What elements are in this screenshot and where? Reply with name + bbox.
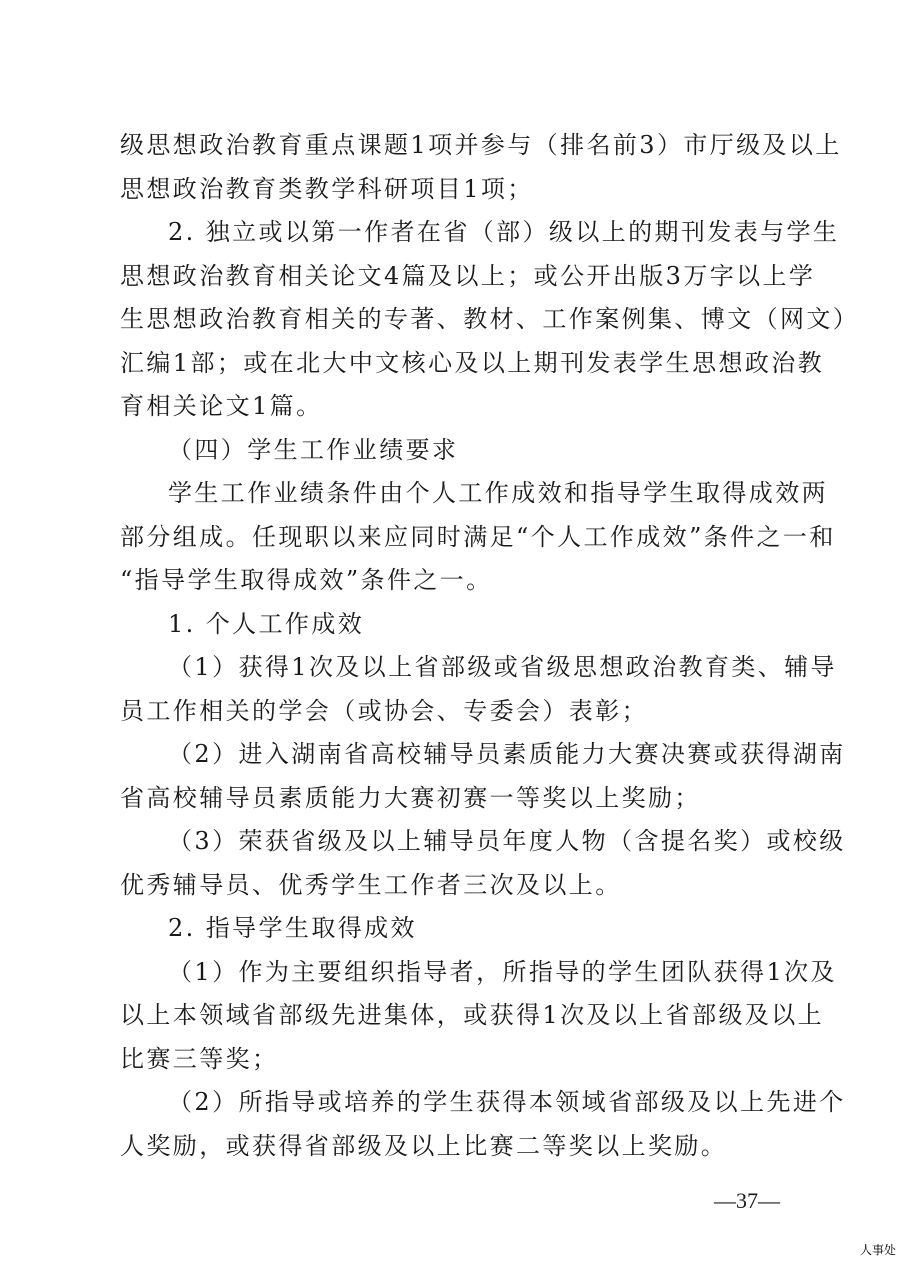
text-line: 人奖励，或获得省部级及以上比赛二等奖以上奖励。 (120, 1132, 728, 1160)
text-line: （2）所指导或培养的学生获得本领域省部级及以上先进个 (168, 1088, 846, 1116)
text-line: 级思想政治教育重点课题1项并参与（排名前3）市厅级及以上 (120, 131, 842, 159)
text-line: 生思想政治教育相关的专著、教材、工作案例集、博文（网文） (120, 305, 860, 333)
text-line: 学生工作业绩条件由个人工作成效和指导学生取得成效两 (168, 479, 828, 507)
text-line: “指导学生取得成效”条件之一。 (120, 566, 493, 594)
text-line: 汇编1部；或在北大中文核心及以上期刊发表学生思想政治教 (120, 349, 825, 377)
text-line: 以上本领域省部级先进集体，或获得1次及以上省部级及以上 (120, 1001, 825, 1029)
section-heading: （四）学生工作业绩要求 (168, 436, 459, 464)
text-line: 思想政治教育类教学科研项目1项； (120, 175, 534, 203)
text-line: 省高校辅导员素质能力大赛初赛一等奖以上奖励； (120, 784, 701, 812)
page-number: —37— (714, 1188, 780, 1213)
text-line: （1）作为主要组织指导者，所指导的学生团队获得1次及 (168, 958, 837, 986)
text-line: 育相关论文1篇。 (120, 392, 323, 420)
subsection-heading: 2. 指导学生取得成效 (168, 914, 417, 942)
text-line: 部分组成。任现职以来应同时满足“个人工作成效”条件之一和 (120, 523, 836, 551)
text-line: 员工作相关的学会（或协会、专委会）表彰； (120, 697, 648, 725)
text-line: （1）获得1次及以上省部级或省级思想政治教育类、辅导 (168, 653, 837, 681)
subsection-heading: 1. 个人工作成效 (168, 610, 365, 638)
text-line: 优秀辅导员、优秀学生工作者三次及以上。 (120, 871, 622, 899)
text-line: 比赛三等奖； (120, 1045, 279, 1073)
text-line: （2）进入湖南省高校辅导员素质能力大赛决赛或获得湖南 (168, 740, 846, 768)
text-line: 2. 独立或以第一作者在省（部）级以上的期刊发表与学生 (168, 218, 840, 246)
text-line: 思想政治教育相关论文4篇及以上；或公开出版3万字以上学 (120, 262, 816, 290)
corner-watermark: 人事处 (859, 1243, 896, 1257)
text-line: （3）荣获省级及以上辅导员年度人物（含提名奖）或校级 (168, 827, 846, 855)
